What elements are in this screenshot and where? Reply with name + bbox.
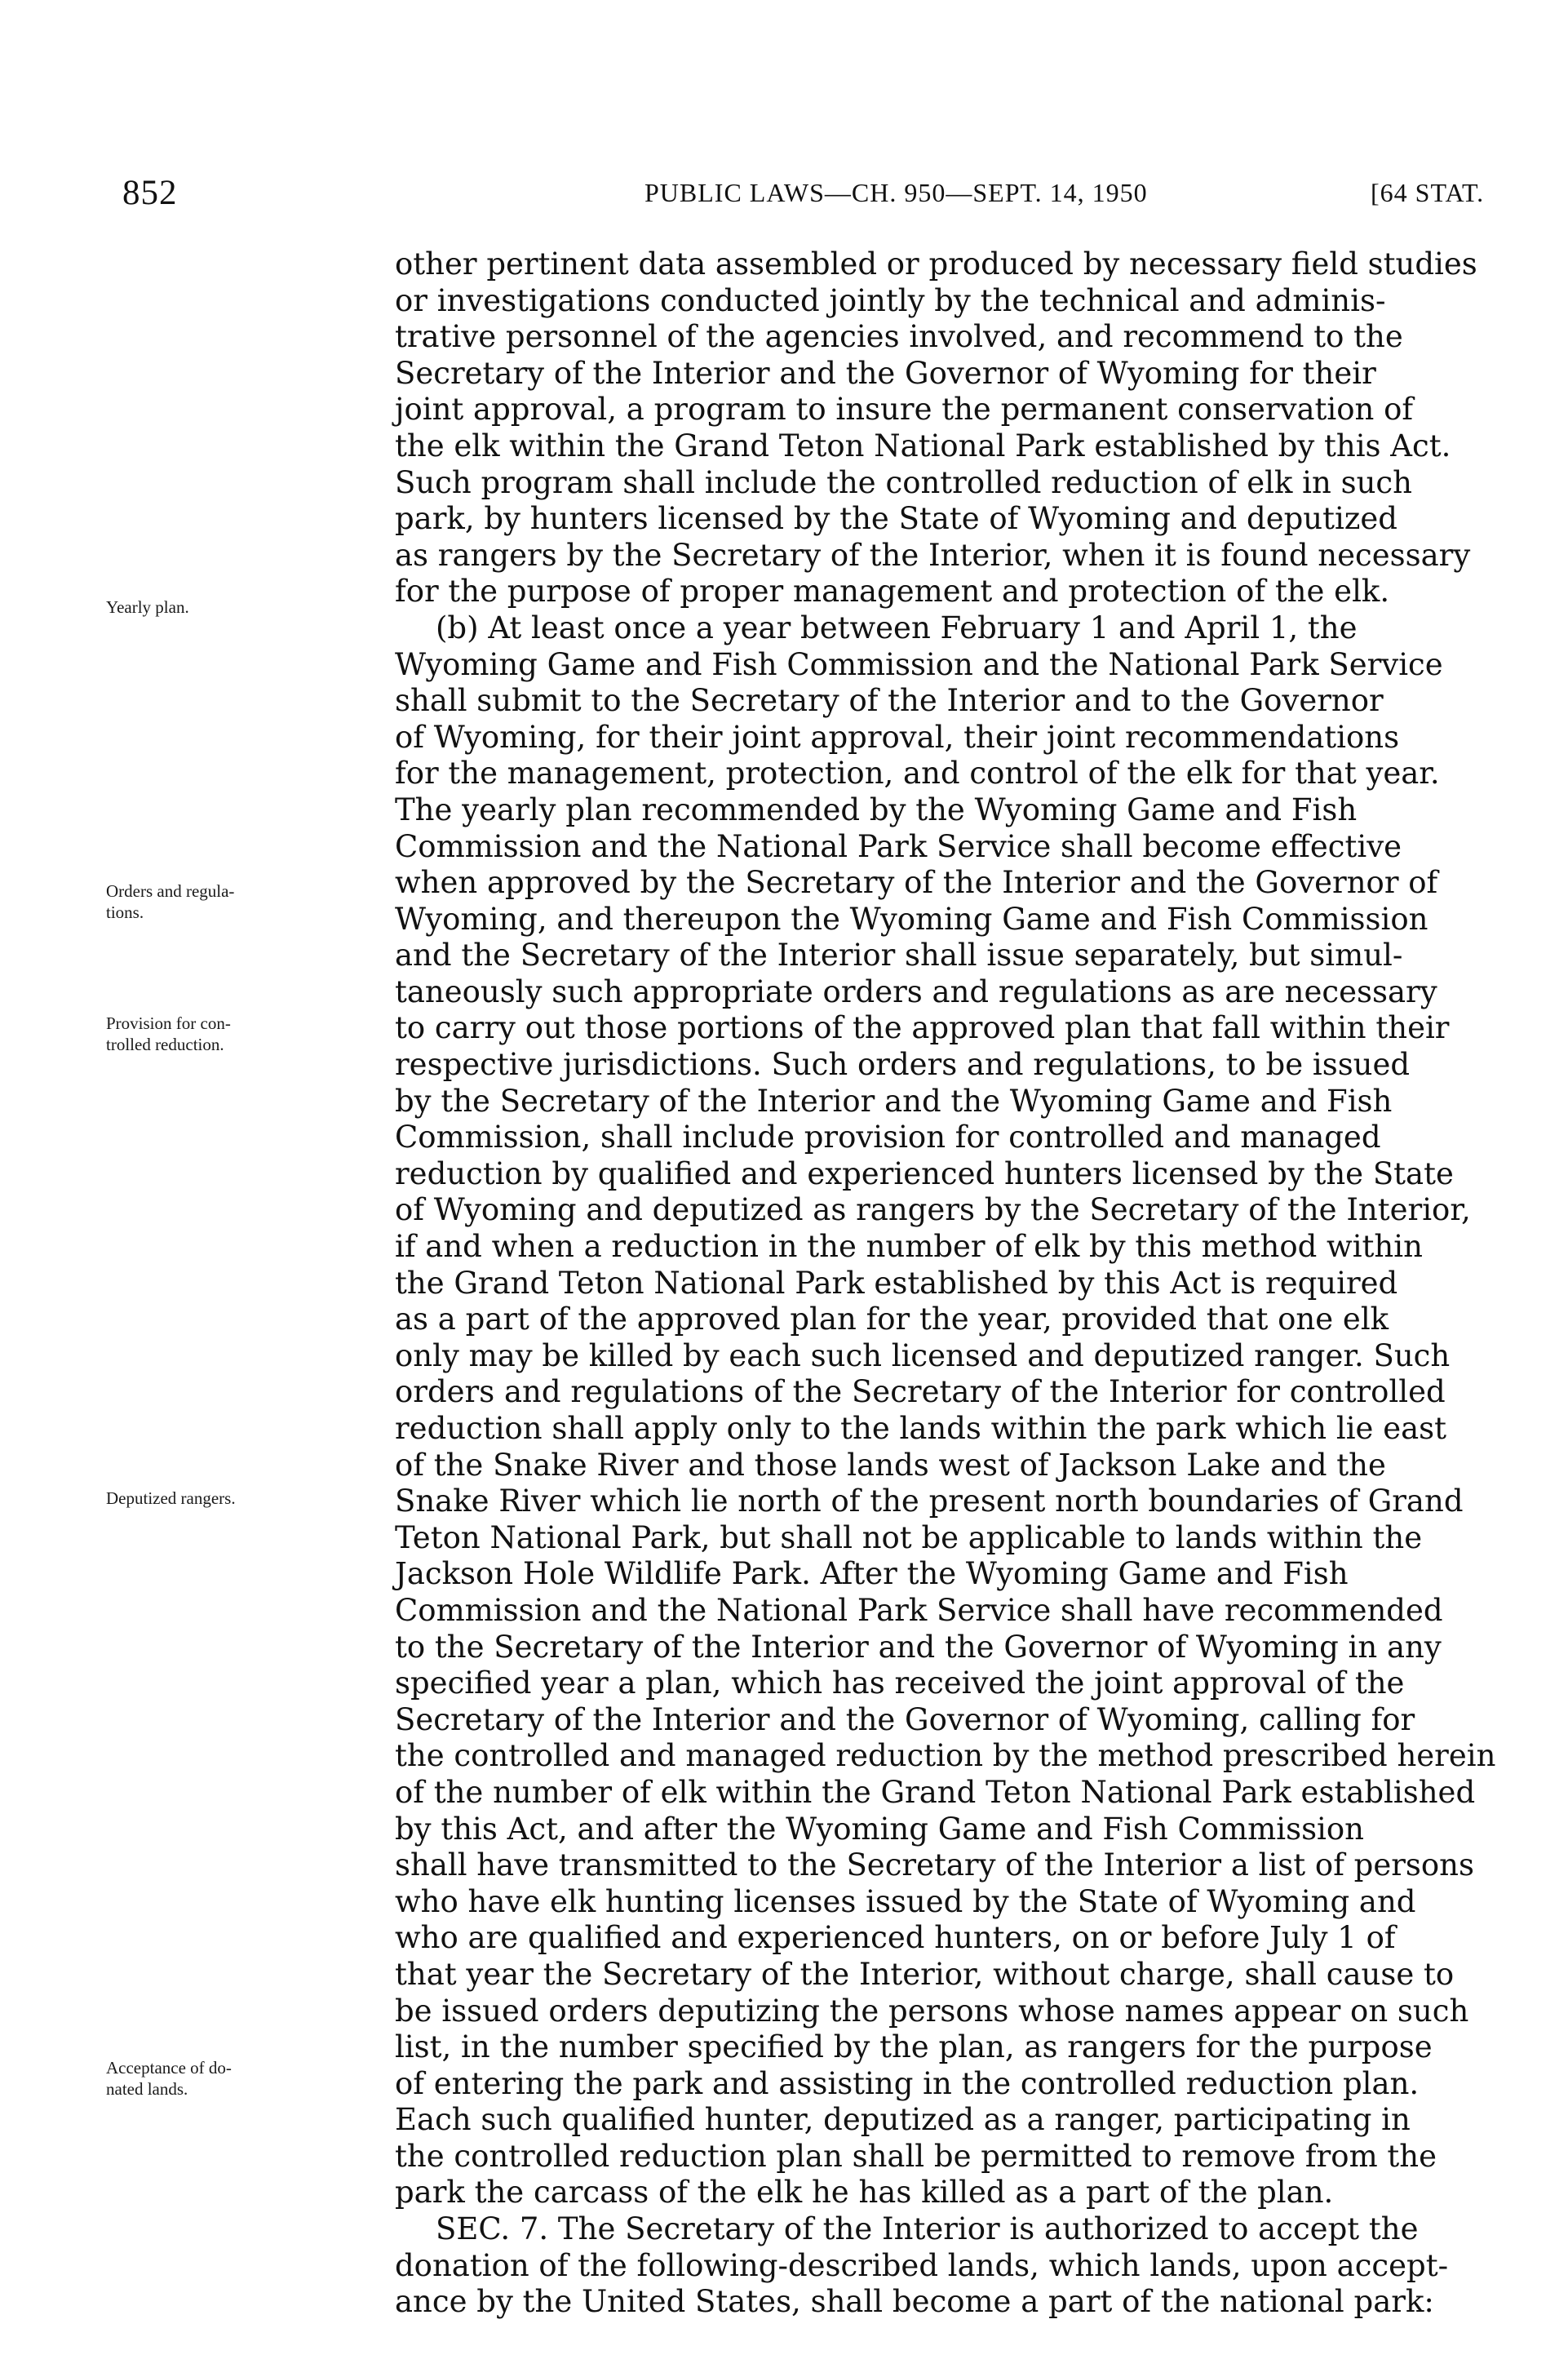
section-7-start: SEC. 7. The Secretary of the Interior is authorized to accept the xyxy=(436,2211,1419,2247)
text-line: Snake River which lie north of the present north boundaries of Grand xyxy=(395,1483,1464,1519)
text-line: who are qualified and experienced hunters, on or before July 1 of xyxy=(395,1920,1396,1956)
text-line: as a part of the approved plan for the year, provided that one elk xyxy=(395,1302,1389,1337)
text-line: or investigations conducted jointly by the technical and adminis- xyxy=(395,282,1386,318)
paragraph-b-start: (b) At least once a year between February 1 and April 1, the xyxy=(436,610,1358,645)
text-line: that year the Secretary of the Interior, without charge, shall cause to xyxy=(395,1956,1455,1992)
text-line: if and when a reduction in the number of elk by this method within xyxy=(395,1229,1423,1265)
text-line: the controlled and managed reduction by the method prescribed herein xyxy=(395,1738,1496,1774)
text-line: the Grand Teton National Park established by this Act is required xyxy=(395,1265,1398,1301)
text-line: the controlled reduction plan shall be permitted to remove from the xyxy=(395,2138,1437,2174)
text-line: reduction by qualified and experienced hunters licensed by the State xyxy=(395,1155,1454,1191)
text-line: trative personnel of the agencies involved, and recommend to the xyxy=(395,319,1403,355)
margin-note-acceptance-donated-lands: Acceptance of do- nated lands. xyxy=(106,2058,232,2099)
text-line: of Wyoming, for their joint approval, their joint recommendations xyxy=(395,719,1400,755)
text-line: for the purpose of proper management and protection of the elk. xyxy=(395,574,1390,610)
text-line: by this Act, and after the Wyoming Game and Fish Commission xyxy=(395,1811,1364,1847)
text-line: list, in the number specified by the plan, as rangers for the purpose xyxy=(395,2029,1433,2065)
margin-notes xyxy=(106,0,383,2377)
text-line: as rangers by the Secretary of the Interior, when it is found necessary xyxy=(395,537,1471,573)
text-line: of the Snake River and those lands west of Jackson Lake and the xyxy=(395,1447,1386,1483)
text-line: Wyoming Game and Fish Commission and the National Park Service xyxy=(395,646,1443,682)
text-line: when approved by the Secretary of the Interior and the Governor of xyxy=(395,865,1438,901)
text-line: shall have transmitted to the Secretary of the Interior a list of persons xyxy=(395,1847,1475,1883)
text-line: to the Secretary of the Interior and the Governor of Wyoming in any xyxy=(395,1629,1442,1665)
text-line: Secretary of the Interior and the Governor of Wyoming, calling for xyxy=(395,1701,1415,1737)
text-line: other pertinent data assembled or produced by necessary field studies xyxy=(395,246,1477,282)
text-line: Each such qualified hunter, deputized as a ranger, participating in xyxy=(395,2102,1411,2138)
text-line: park, by hunters licensed by the State of Wyoming and deputized xyxy=(395,501,1397,537)
volume-reference: [64 STAT. xyxy=(1371,178,1485,207)
text-line: taneously such appropriate orders and regulations as are necessary xyxy=(395,973,1437,1009)
text-line: Secretary of the Interior and the Governor of Wyoming for their xyxy=(395,355,1376,391)
text-line: and the Secretary of the Interior shall issue separately, but simul- xyxy=(395,938,1403,973)
text-line: be issued orders deputizing the persons whose names appear on such xyxy=(395,1993,1469,2029)
page-number: 852 xyxy=(122,174,178,212)
text-line: Commission and the National Park Service shall become effective xyxy=(395,828,1402,864)
text-line: to carry out those portions of the approved plan that fall within their xyxy=(395,1010,1450,1046)
text-line: for the management, protection, and control of the elk for that year. xyxy=(395,756,1440,792)
text-line: who have elk hunting licenses issued by the State of Wyoming and xyxy=(395,1883,1416,1919)
text-line: reduction shall apply only to the lands within the park which lie east xyxy=(395,1411,1447,1446)
text-line: The yearly plan recommended by the Wyoming Game and Fish xyxy=(395,792,1358,827)
text-line: of the number of elk within the Grand Teton National Park established xyxy=(395,1774,1476,1810)
text-line: donation of the following-described lands, which lands, upon accept- xyxy=(395,2247,1449,2283)
text-line: specified year a plan, which has received the joint approval of the xyxy=(395,1665,1405,1701)
text-line: of Wyoming and deputized as rangers by the Secretary of the Interior, xyxy=(395,1192,1471,1228)
text-line: respective jurisdictions. Such orders and regulations, to be issued xyxy=(395,1047,1411,1083)
margin-note-yearly-plan: Yearly plan. xyxy=(106,597,189,617)
statute-body-text xyxy=(395,246,1509,2321)
text-line: by the Secretary of the Interior and the Wyoming Game and Fish xyxy=(395,1083,1393,1119)
text-line: ance by the United States, shall become a part of the national park: xyxy=(395,2284,1434,2320)
text-line: joint approval, a program to insure the permanent conservation of xyxy=(395,392,1414,428)
text-line: Teton National Park, but shall not be applicable to lands within the xyxy=(395,1519,1423,1555)
text-line: the elk within the Grand Teton National Park established by this Act. xyxy=(395,428,1451,463)
margin-note-deputized-rangers: Deputized rangers. xyxy=(106,1488,236,1508)
text-line: shall submit to the Secretary of the Interior and to the Governor xyxy=(395,683,1384,719)
text-line: park the carcass of the elk he has killed as a part of the plan. xyxy=(395,2175,1334,2211)
text-line: Commission and the National Park Service shall have recommended xyxy=(395,1592,1443,1628)
text-line: Such program shall include the controlled reduction of elk in such xyxy=(395,464,1412,500)
running-title: PUBLIC LAWS—CH. 950—SEPT. 14, 1950 xyxy=(644,178,1148,207)
text-line: Jackson Hole Wildlife Park. After the Wyoming Game and Fish xyxy=(395,1556,1349,1592)
text-line: of entering the park and assisting in the controlled reduction plan. xyxy=(395,2065,1420,2101)
text-line: Commission, shall include provision for controlled and managed xyxy=(395,1120,1381,1155)
text-line: only may be killed by each such licensed and deputized ranger. Such xyxy=(395,1337,1451,1373)
text-line: Wyoming, and thereupon the Wyoming Game and Fish Commission xyxy=(395,901,1428,937)
text-line: orders and regulations of the Secretary of the Interior for controlled xyxy=(395,1374,1446,1410)
margin-note-orders-regulations: Orders and regula- tions. xyxy=(106,881,235,922)
margin-note-provision-controlled-reduction: Provision for con- trolled reduction. xyxy=(106,1013,231,1054)
